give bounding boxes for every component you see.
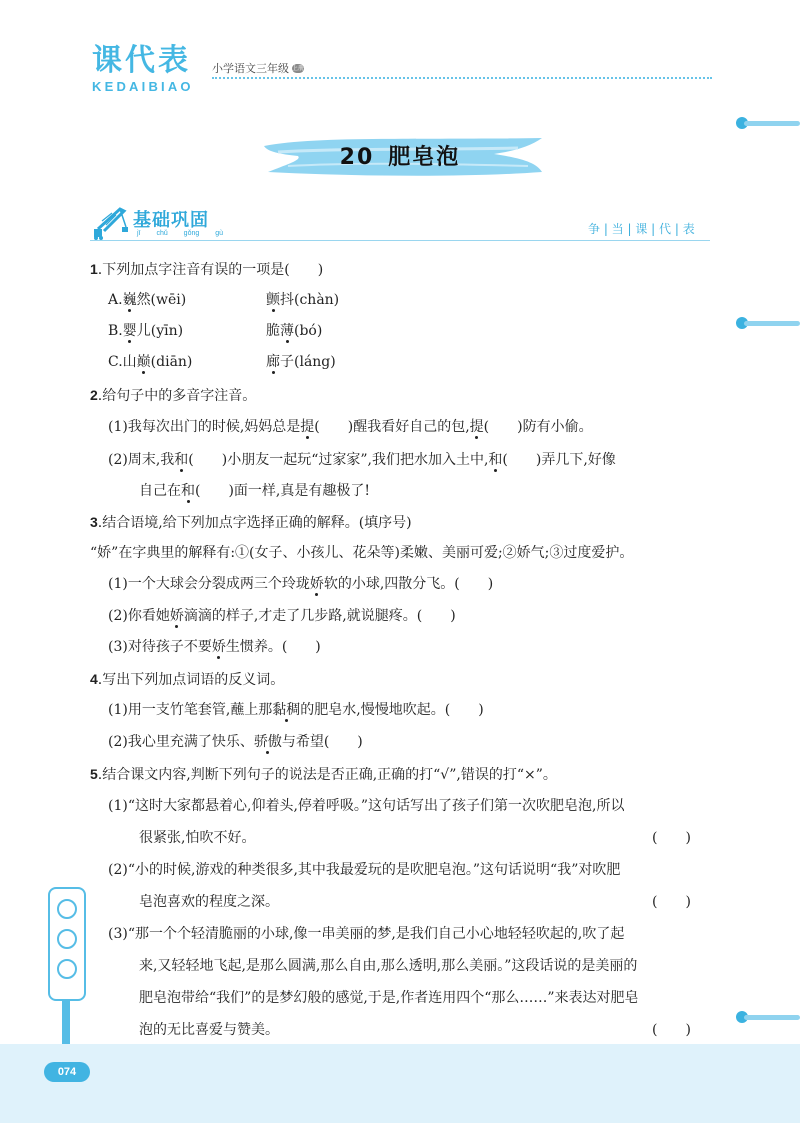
footer-band	[0, 1044, 800, 1123]
section-divider	[90, 240, 710, 241]
q5-item-2-cont: 皂泡喜欢的程度之深。	[139, 894, 279, 910]
q5-item-1-cont: 很紧张,怕吹不好。	[139, 830, 256, 846]
q2-stem: 2.给句子中的多音字注音。	[90, 387, 257, 404]
q3-sentence-2: (2)你看她娇滴滴的样子,才走了几步路,就说腿疼。( )	[108, 608, 456, 624]
q5-item-1-answer: ( )	[652, 830, 691, 846]
q5-item-1: (1)“这时大家都悬着心,仰着头,停着呼吸。”这句话写出了孩子们第一次吹肥皂泡,所以	[108, 798, 625, 814]
q5-item-3: (3)“那一个个轻清脆丽的小球,像一串美丽的梦,是我们自己小心地轻轻吹起的,吹了起	[108, 926, 625, 942]
pin-decoration-bottom	[736, 1012, 800, 1022]
light-top	[57, 899, 77, 919]
traffic-light-pole	[62, 1001, 70, 1045]
q5-item-3-cont-1: 来,又轻轻地飞起,是那么圆满,那么自由,那么透明,那么美丽。”这段话说的是美丽的	[139, 958, 638, 974]
q5-stem: 5.结合课文内容,判断下列句子的说法是否正确,正确的打“√”,错误的打“×”。	[90, 766, 557, 783]
section-pinyin: jī chǔ gǒng gù	[137, 230, 223, 237]
q3-definition: “娇”在字典里的解释有:①(女子、小孩儿、花朵等)柔嫩、美丽可爱;②娇气;③过度爱护。	[90, 545, 634, 561]
light-bottom	[57, 959, 77, 979]
page-number: 074	[44, 1062, 90, 1082]
crane-icon	[90, 205, 130, 241]
q1-option-a-2: 颤抖(chàn)	[266, 292, 340, 308]
q5-item-2: (2)“小的时候,游戏的种类很多,其中我最爱玩的是吹肥皂泡。”这句话说明“我”对吹肥	[108, 862, 621, 878]
q3-stem: 3.结合语境,给下列加点字选择正确的解释。(填序号)	[90, 514, 412, 531]
lesson-number: 20	[339, 145, 375, 170]
header-dotted-rule	[212, 77, 712, 79]
q1-option-b-2: 脆薄(bó)	[266, 323, 323, 339]
q5-item-2-answer: ( )	[652, 894, 691, 910]
q5-item-3-cont-2: 肥皂泡带给“我们”的是梦幻般的感觉,于是,作者连用四个“那么……”来表达对肥皂	[139, 990, 639, 1006]
pin-decoration-middle	[736, 318, 800, 328]
q1-option-b: B.婴儿(yīn)	[108, 323, 184, 339]
lesson-name: 肥皂泡	[388, 145, 461, 170]
section-slogan: 争 | 当 | 课 | 代 | 表	[588, 222, 695, 236]
q1-option-c: C.山巅(diān)	[108, 354, 193, 370]
grade-label	[212, 60, 304, 76]
q5-item-3-answer: ( )	[652, 1022, 691, 1038]
traffic-light-icon	[48, 887, 86, 1001]
volume-badge: 上册	[292, 64, 305, 72]
q4-stem: 4.写出下列加点词语的反义词。	[90, 671, 285, 688]
q1-stem: 1.下列加点字注音有误的一项是( )	[90, 261, 324, 278]
q1-option-a: A.巍然(wēi)	[108, 292, 187, 308]
brand-logo	[92, 44, 194, 95]
q5-item-3-cont-3: 泡的无比喜爱与赞美。	[139, 1022, 279, 1038]
brand-name-cn: 课代表	[92, 43, 191, 78]
section-title: 基础巩固	[133, 210, 209, 231]
q4-sentence-2: (2)我心里充满了快乐、骄傲与希望( )	[108, 734, 363, 750]
pin-decoration-top	[736, 118, 800, 128]
grade-text: 小学语文三年级	[212, 62, 289, 75]
q3-sentence-3: (3)对待孩子不要娇生惯养。( )	[108, 639, 321, 655]
q4-sentence-1: (1)用一支竹笔套管,蘸上那黏稠的肥皂水,慢慢地吹起。( )	[108, 702, 484, 718]
q3-sentence-1: (1)一个大球会分裂成两三个玲珑娇软的小球,四散分飞。( )	[108, 576, 494, 592]
q1-option-c-2: 廊子(láng)	[266, 354, 336, 370]
brand-name-en: KEDAIBIAO	[92, 79, 194, 94]
q2-sentence-2-cont: 自己在和( )面一样,真是有趣极了!	[139, 483, 370, 499]
q2-sentence-1: (1)我每次出门的时候,妈妈总是提( )醒我看好自己的包,提( )防有小偷。	[108, 419, 593, 435]
q2-sentence-2: (2)周末,我和( )小朋友一起玩“过家家”,我们把水加入土中,和( )弄几下,好像	[108, 452, 616, 468]
lesson-title	[0, 140, 800, 171]
light-middle	[57, 929, 77, 949]
